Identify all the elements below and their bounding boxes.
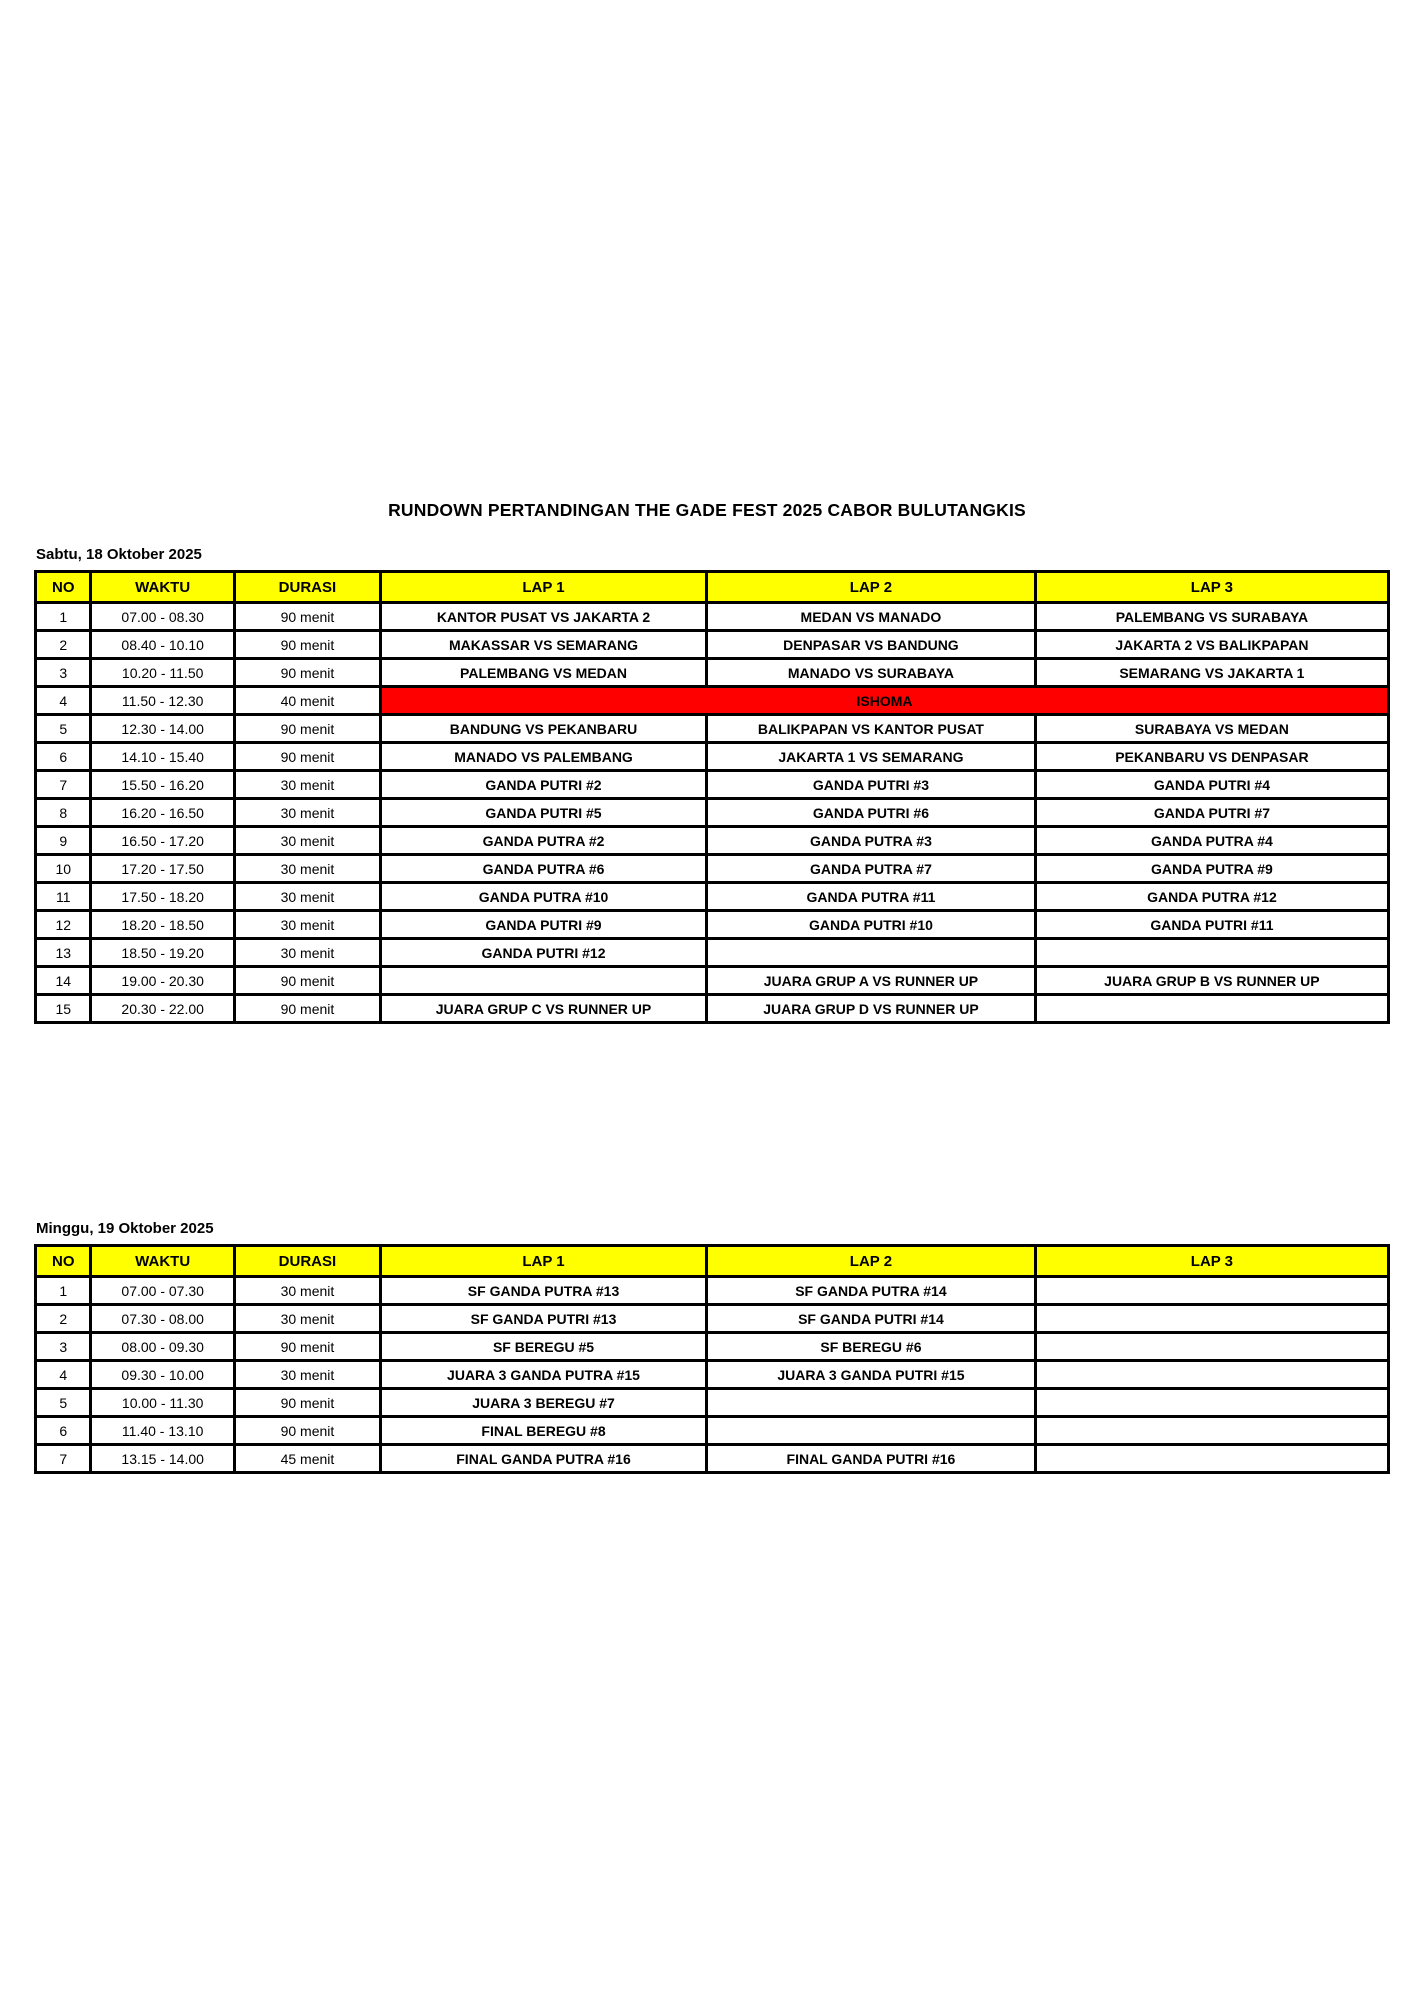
- cell-durasi: 90 menit: [234, 631, 380, 659]
- table-row: [36, 687, 1389, 715]
- cell-lap-2: JAKARTA 1 VS SEMARANG: [707, 743, 1036, 771]
- cell-lap-1: GANDA PUTRI #12: [380, 939, 706, 967]
- table-row: [36, 659, 1389, 687]
- cell-lap-3: JAKARTA 2 VS BALIKPAPAN: [1035, 631, 1388, 659]
- cell-lap-1: MANADO VS PALEMBANG: [380, 743, 706, 771]
- cell-lap-1: GANDA PUTRI #9: [380, 911, 706, 939]
- cell-durasi: 30 menit: [234, 939, 380, 967]
- cell-lap-2: FINAL GANDA PUTRI #16: [707, 1445, 1036, 1473]
- cell-lap-2: [707, 939, 1036, 967]
- column-header-no: NO: [36, 572, 91, 603]
- column-header-lap-2: LAP 2: [707, 572, 1036, 603]
- cell-durasi: 90 menit: [234, 603, 380, 631]
- cell-waktu: 07.00 - 07.30: [91, 1277, 234, 1305]
- cell-lap-2: GANDA PUTRA #11: [707, 883, 1036, 911]
- table-row: [36, 827, 1389, 855]
- cell-no: 5: [36, 1389, 91, 1417]
- table-row: [36, 995, 1389, 1023]
- cell-no: 7: [36, 771, 91, 799]
- cell-lap-1: GANDA PUTRI #2: [380, 771, 706, 799]
- cell-waktu: 19.00 - 20.30: [91, 967, 234, 995]
- cell-no: 12: [36, 911, 91, 939]
- cell-durasi: 90 menit: [234, 715, 380, 743]
- schedule-section-day2: [34, 1220, 1390, 1474]
- cell-waktu: 08.40 - 10.10: [91, 631, 234, 659]
- cell-lap-3: [1035, 1361, 1388, 1389]
- cell-lap-3: GANDA PUTRA #12: [1035, 883, 1388, 911]
- cell-lap-3: PEKANBARU VS DENPASAR: [1035, 743, 1388, 771]
- cell-waktu: 08.00 - 09.30: [91, 1333, 234, 1361]
- cell-durasi: 30 menit: [234, 883, 380, 911]
- cell-no: 7: [36, 1445, 91, 1473]
- column-header-durasi: DURASI: [234, 1246, 380, 1277]
- cell-waktu: 20.30 - 22.00: [91, 995, 234, 1023]
- cell-lap-2: SF BEREGU #6: [707, 1333, 1036, 1361]
- cell-durasi: 90 menit: [234, 995, 380, 1023]
- table-row: [36, 715, 1389, 743]
- cell-lap-2: JUARA GRUP D VS RUNNER UP: [707, 995, 1036, 1023]
- cell-no: 6: [36, 743, 91, 771]
- cell-lap-2: [707, 1389, 1036, 1417]
- cell-no: 2: [36, 631, 91, 659]
- cell-no: 4: [36, 1361, 91, 1389]
- cell-waktu: 18.50 - 19.20: [91, 939, 234, 967]
- cell-no: 8: [36, 799, 91, 827]
- cell-durasi: 30 menit: [234, 1277, 380, 1305]
- cell-lap-1: SF BEREGU #5: [380, 1333, 706, 1361]
- cell-no: 14: [36, 967, 91, 995]
- table-row: [36, 939, 1389, 967]
- cell-no: 3: [36, 1333, 91, 1361]
- cell-no: 13: [36, 939, 91, 967]
- schedule-table-day2: [34, 1244, 1390, 1474]
- cell-lap-2: GANDA PUTRI #3: [707, 771, 1036, 799]
- cell-waktu: 10.00 - 11.30: [91, 1389, 234, 1417]
- cell-durasi: 30 menit: [234, 911, 380, 939]
- cell-lap-3: JUARA GRUP B VS RUNNER UP: [1035, 967, 1388, 995]
- cell-lap-3: [1035, 995, 1388, 1023]
- cell-no: 10: [36, 855, 91, 883]
- cell-lap-1: JUARA 3 GANDA PUTRA #15: [380, 1361, 706, 1389]
- cell-lap-2: SF GANDA PUTRI #14: [707, 1305, 1036, 1333]
- cell-lap-1: FINAL BEREGU #8: [380, 1417, 706, 1445]
- cell-lap-3: [1035, 1333, 1388, 1361]
- cell-no: 15: [36, 995, 91, 1023]
- cell-lap-1: BANDUNG VS PEKANBARU: [380, 715, 706, 743]
- cell-lap-3: GANDA PUTRI #4: [1035, 771, 1388, 799]
- cell-lap-1: KANTOR PUSAT VS JAKARTA 2: [380, 603, 706, 631]
- cell-no: 2: [36, 1305, 91, 1333]
- header-row: [36, 1246, 1389, 1277]
- cell-waktu: 14.10 - 15.40: [91, 743, 234, 771]
- cell-durasi: 30 menit: [234, 1361, 380, 1389]
- column-header-lap-3: LAP 3: [1035, 1246, 1388, 1277]
- cell-lap-3: SEMARANG VS JAKARTA 1: [1035, 659, 1388, 687]
- table-row: [36, 1389, 1389, 1417]
- cell-no: 6: [36, 1417, 91, 1445]
- column-header-lap-1: LAP 1: [380, 572, 706, 603]
- cell-lap-3: [1035, 1417, 1388, 1445]
- table-row: [36, 603, 1389, 631]
- cell-waktu: 10.20 - 11.50: [91, 659, 234, 687]
- cell-durasi: 90 menit: [234, 1389, 380, 1417]
- cell-waktu: 13.15 - 14.00: [91, 1445, 234, 1473]
- column-header-lap-3: LAP 3: [1035, 572, 1388, 603]
- cell-lap-1: GANDA PUTRI #5: [380, 799, 706, 827]
- cell-waktu: 11.50 - 12.30: [91, 687, 234, 715]
- cell-lap-1: SF GANDA PUTRA #13: [380, 1277, 706, 1305]
- cell-no: 5: [36, 715, 91, 743]
- column-header-lap-1: LAP 1: [380, 1246, 706, 1277]
- date-label-day2: Minggu, 19 Oktober 2025: [36, 1220, 214, 1237]
- cell-durasi: 90 menit: [234, 743, 380, 771]
- cell-durasi: 30 menit: [234, 799, 380, 827]
- table-row: [36, 1445, 1389, 1473]
- table-row: [36, 1361, 1389, 1389]
- table-row: [36, 799, 1389, 827]
- cell-no: 11: [36, 883, 91, 911]
- cell-waktu: 17.50 - 18.20: [91, 883, 234, 911]
- cell-lap-2: MANADO VS SURABAYA: [707, 659, 1036, 687]
- cell-lap-2: GANDA PUTRI #6: [707, 799, 1036, 827]
- cell-waktu: 15.50 - 16.20: [91, 771, 234, 799]
- cell-lap-1: SF GANDA PUTRI #13: [380, 1305, 706, 1333]
- schedule-table-day1: [34, 570, 1390, 1024]
- cell-waktu: 09.30 - 10.00: [91, 1361, 234, 1389]
- cell-waktu: 07.30 - 08.00: [91, 1305, 234, 1333]
- cell-lap-1: GANDA PUTRA #6: [380, 855, 706, 883]
- cell-no: 4: [36, 687, 91, 715]
- cell-waktu: 16.50 - 17.20: [91, 827, 234, 855]
- cell-no: 9: [36, 827, 91, 855]
- cell-lap-3: SURABAYA VS MEDAN: [1035, 715, 1388, 743]
- table-row: [36, 631, 1389, 659]
- cell-lap-1: JUARA GRUP C VS RUNNER UP: [380, 995, 706, 1023]
- cell-no: 1: [36, 603, 91, 631]
- cell-waktu: 16.20 - 16.50: [91, 799, 234, 827]
- cell-durasi: 40 menit: [234, 687, 380, 715]
- cell-durasi: 30 menit: [234, 827, 380, 855]
- cell-lap-3: [1035, 939, 1388, 967]
- cell-lap-3: [1035, 1445, 1388, 1473]
- cell-lap-2: BALIKPAPAN VS KANTOR PUSAT: [707, 715, 1036, 743]
- header-row: [36, 572, 1389, 603]
- cell-lap-2: DENPASAR VS BANDUNG: [707, 631, 1036, 659]
- cell-durasi: 30 menit: [234, 771, 380, 799]
- ishoma-cell: ISHOMA: [380, 687, 1388, 715]
- table-row: [36, 1417, 1389, 1445]
- cell-lap-1: JUARA 3 BEREGU #7: [380, 1389, 706, 1417]
- column-header-lap-2: LAP 2: [707, 1246, 1036, 1277]
- document-title: RUNDOWN PERTANDINGAN THE GADE FEST 2025 CABOR BULUTANGKIS: [388, 500, 1026, 520]
- cell-lap-3: GANDA PUTRA #9: [1035, 855, 1388, 883]
- cell-durasi: 30 menit: [234, 1305, 380, 1333]
- table-row: [36, 1277, 1389, 1305]
- table-row: [36, 883, 1389, 911]
- cell-lap-2: GANDA PUTRA #7: [707, 855, 1036, 883]
- cell-lap-3: PALEMBANG VS SURABAYA: [1035, 603, 1388, 631]
- cell-durasi: 90 menit: [234, 1417, 380, 1445]
- cell-durasi: 30 menit: [234, 855, 380, 883]
- cell-lap-2: JUARA 3 GANDA PUTRI #15: [707, 1361, 1036, 1389]
- column-header-waktu: WAKTU: [91, 1246, 234, 1277]
- cell-waktu: 11.40 - 13.10: [91, 1417, 234, 1445]
- column-header-durasi: DURASI: [234, 572, 380, 603]
- cell-lap-2: GANDA PUTRI #10: [707, 911, 1036, 939]
- cell-lap-3: GANDA PUTRI #11: [1035, 911, 1388, 939]
- cell-no: 3: [36, 659, 91, 687]
- table-row: [36, 911, 1389, 939]
- cell-waktu: 18.20 - 18.50: [91, 911, 234, 939]
- cell-durasi: 45 menit: [234, 1445, 380, 1473]
- table-row: [36, 1305, 1389, 1333]
- cell-lap-1: GANDA PUTRA #2: [380, 827, 706, 855]
- table-row: [36, 1333, 1389, 1361]
- cell-lap-3: [1035, 1389, 1388, 1417]
- cell-lap-1: FINAL GANDA PUTRA #16: [380, 1445, 706, 1473]
- schedule-section-day1: [34, 546, 1390, 1024]
- cell-lap-3: GANDA PUTRI #7: [1035, 799, 1388, 827]
- cell-lap-1: [380, 967, 706, 995]
- cell-lap-1: MAKASSAR VS SEMARANG: [380, 631, 706, 659]
- column-header-no: NO: [36, 1246, 91, 1277]
- cell-waktu: 12.30 - 14.00: [91, 715, 234, 743]
- cell-lap-2: GANDA PUTRA #3: [707, 827, 1036, 855]
- table-row: [36, 855, 1389, 883]
- table-row: [36, 743, 1389, 771]
- table-row: [36, 771, 1389, 799]
- cell-lap-2: JUARA GRUP A VS RUNNER UP: [707, 967, 1036, 995]
- cell-durasi: 90 menit: [234, 1333, 380, 1361]
- cell-lap-3: GANDA PUTRA #4: [1035, 827, 1388, 855]
- cell-waktu: 17.20 - 17.50: [91, 855, 234, 883]
- cell-lap-1: GANDA PUTRA #10: [380, 883, 706, 911]
- cell-lap-2: MEDAN VS MANADO: [707, 603, 1036, 631]
- table-row: [36, 967, 1389, 995]
- column-header-waktu: WAKTU: [91, 572, 234, 603]
- cell-durasi: 90 menit: [234, 967, 380, 995]
- cell-lap-3: [1035, 1277, 1388, 1305]
- cell-durasi: 90 menit: [234, 659, 380, 687]
- cell-no: 1: [36, 1277, 91, 1305]
- cell-lap-3: [1035, 1305, 1388, 1333]
- cell-waktu: 07.00 - 08.30: [91, 603, 234, 631]
- date-label-day1: Sabtu, 18 Oktober 2025: [36, 546, 202, 563]
- cell-lap-1: PALEMBANG VS MEDAN: [380, 659, 706, 687]
- cell-lap-2: SF GANDA PUTRA #14: [707, 1277, 1036, 1305]
- cell-lap-2: [707, 1417, 1036, 1445]
